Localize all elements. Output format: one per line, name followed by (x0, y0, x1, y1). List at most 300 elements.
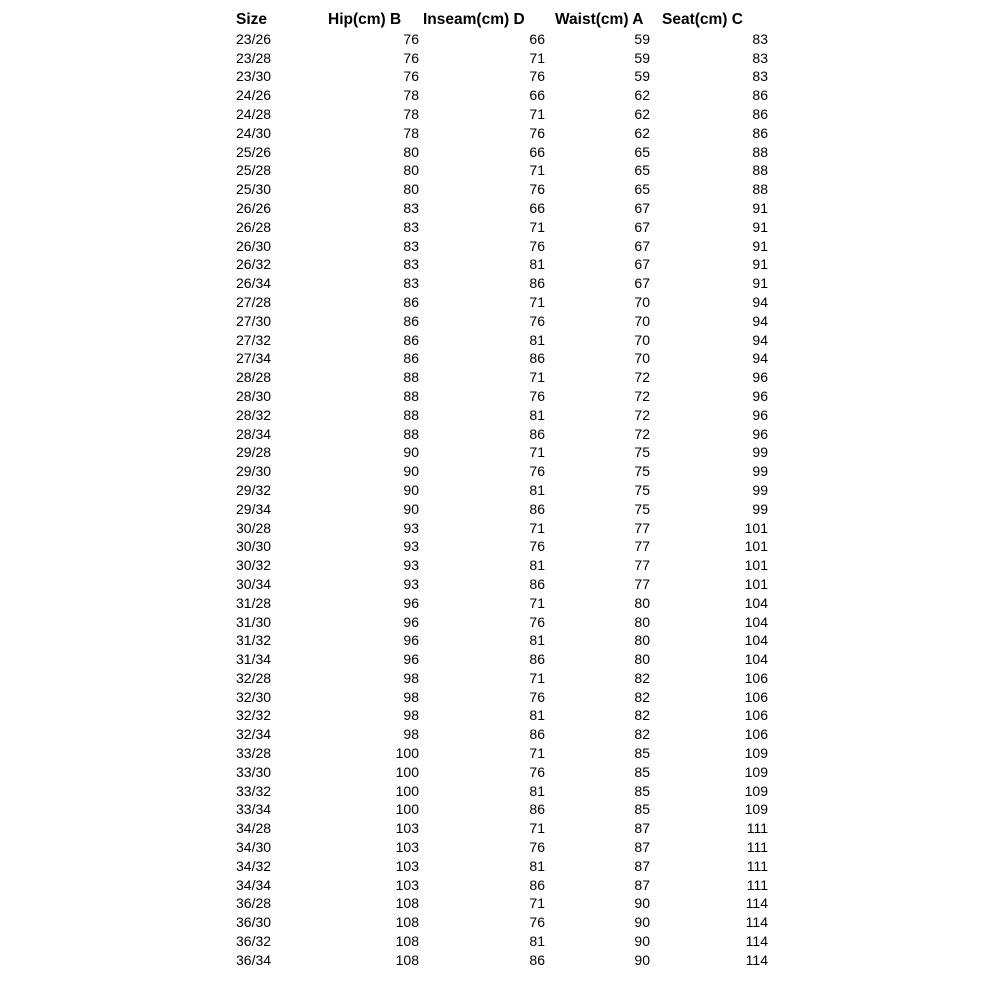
cell-size: 30/28 (236, 519, 272, 536)
cell-seat: 104 (744, 632, 768, 649)
cell-size: 24/26 (236, 87, 272, 104)
cell-seat: 86 (752, 105, 768, 122)
cell-waist: 90 (634, 895, 650, 912)
cell-hip: 88 (403, 406, 419, 423)
cell-inseam: 76 (529, 463, 545, 480)
cell-waist: 90 (634, 933, 650, 950)
cell-hip: 83 (403, 199, 419, 216)
cell-size: 30/34 (236, 575, 272, 592)
cell-seat: 114 (745, 951, 768, 968)
cell-hip: 96 (403, 651, 419, 668)
table-row (236, 180, 768, 199)
cell-size: 25/28 (236, 162, 272, 179)
table-row (236, 706, 768, 725)
cell-seat: 111 (746, 820, 768, 837)
table-row (236, 725, 768, 744)
table-row (236, 782, 768, 801)
cell-hip: 98 (403, 707, 419, 724)
table-row (236, 481, 768, 500)
cell-size: 33/30 (236, 763, 272, 780)
cell-waist: 77 (634, 557, 650, 574)
cell-seat: 106 (744, 688, 768, 705)
cell-inseam: 71 (529, 820, 545, 837)
cell-inseam: 76 (529, 763, 545, 780)
cell-seat: 109 (744, 801, 768, 818)
cell-hip: 76 (403, 30, 419, 47)
table-row (236, 67, 768, 86)
cell-inseam: 86 (529, 876, 545, 893)
cell-size: 34/28 (236, 820, 272, 837)
cell-size: 36/34 (236, 951, 272, 968)
cell-waist: 67 (634, 199, 650, 216)
table-row (236, 669, 768, 688)
cell-waist: 90 (634, 951, 650, 968)
cell-hip: 78 (403, 87, 419, 104)
cell-seat: 111 (746, 876, 768, 893)
table-row (236, 932, 768, 951)
cell-size: 30/30 (236, 538, 272, 555)
cell-inseam: 86 (529, 651, 545, 668)
table-row (236, 86, 768, 105)
table-row (236, 575, 768, 594)
cell-seat: 94 (752, 350, 768, 367)
cell-size: 32/28 (236, 669, 272, 686)
cell-seat: 101 (744, 538, 768, 555)
cell-hip: 88 (403, 369, 419, 386)
cell-inseam: 76 (529, 839, 545, 856)
cell-size: 29/32 (236, 481, 272, 498)
cell-size: 36/30 (236, 914, 272, 931)
cell-waist: 80 (634, 594, 650, 611)
cell-waist: 82 (634, 688, 650, 705)
cell-seat: 99 (752, 444, 768, 461)
cell-size: 29/30 (236, 463, 272, 480)
table-row (236, 519, 768, 538)
cell-size: 31/32 (236, 632, 272, 649)
cell-inseam: 76 (529, 613, 545, 630)
cell-hip: 93 (403, 575, 419, 592)
cell-hip: 96 (403, 613, 419, 630)
cell-seat: 88 (752, 143, 768, 160)
cell-inseam: 76 (529, 68, 545, 85)
cell-inseam: 81 (529, 557, 545, 574)
cell-inseam: 81 (529, 707, 545, 724)
cell-size: 24/28 (236, 105, 272, 122)
cell-hip: 103 (395, 820, 419, 837)
cell-hip: 86 (403, 350, 419, 367)
cell-waist: 67 (634, 256, 650, 273)
cell-inseam: 71 (529, 895, 545, 912)
cell-hip: 88 (403, 425, 419, 442)
cell-seat: 96 (752, 369, 768, 386)
cell-seat: 106 (744, 707, 768, 724)
cell-waist: 87 (634, 857, 650, 874)
cell-hip: 80 (403, 143, 419, 160)
size-chart-table (236, 11, 768, 970)
cell-inseam: 76 (529, 181, 545, 198)
cell-waist: 75 (634, 500, 650, 517)
cell-inseam: 81 (529, 857, 545, 874)
cell-hip: 80 (403, 162, 419, 179)
cell-hip: 78 (403, 124, 419, 141)
col-header-size: Size (236, 11, 268, 28)
cell-size: 26/28 (236, 218, 272, 235)
table-row (236, 763, 768, 782)
col-header-seat: Seat(cm) C (662, 11, 743, 28)
cell-inseam: 71 (529, 105, 545, 122)
cell-hip: 98 (403, 669, 419, 686)
table-row (236, 500, 768, 519)
table-row (236, 105, 768, 124)
cell-size: 27/30 (236, 312, 272, 329)
cell-hip: 98 (403, 726, 419, 743)
cell-waist: 59 (634, 68, 650, 85)
table-row (236, 49, 768, 68)
cell-size: 28/32 (236, 406, 272, 423)
table-row (236, 688, 768, 707)
table-row (236, 237, 768, 256)
cell-waist: 59 (634, 49, 650, 66)
cell-waist: 67 (634, 218, 650, 235)
cell-inseam: 71 (529, 293, 545, 310)
cell-inseam: 66 (529, 143, 545, 160)
cell-size: 34/34 (236, 876, 272, 893)
size-chart (236, 11, 768, 970)
table-row (236, 894, 768, 913)
cell-waist: 80 (634, 613, 650, 630)
cell-waist: 70 (634, 350, 650, 367)
cell-size: 31/34 (236, 651, 272, 668)
table-row (236, 331, 768, 350)
cell-size: 31/30 (236, 613, 272, 630)
cell-waist: 75 (634, 463, 650, 480)
cell-seat: 104 (744, 651, 768, 668)
cell-inseam: 86 (529, 425, 545, 442)
cell-waist: 70 (634, 312, 650, 329)
cell-inseam: 86 (529, 951, 545, 968)
cell-inseam: 71 (529, 444, 545, 461)
cell-size: 34/30 (236, 839, 272, 856)
cell-hip: 90 (403, 481, 419, 498)
cell-size: 26/26 (236, 199, 272, 216)
cell-seat: 83 (752, 49, 768, 66)
cell-hip: 88 (403, 387, 419, 404)
cell-seat: 106 (744, 669, 768, 686)
cell-inseam: 76 (529, 124, 545, 141)
size-chart-body (236, 30, 768, 970)
cell-hip: 90 (403, 500, 419, 517)
cell-hip: 96 (403, 632, 419, 649)
cell-seat: 109 (744, 745, 768, 762)
table-row (236, 349, 768, 368)
cell-seat: 88 (752, 181, 768, 198)
table-row (236, 368, 768, 387)
table-row (236, 951, 768, 970)
cell-size: 33/28 (236, 745, 272, 762)
cell-inseam: 86 (529, 726, 545, 743)
cell-inseam: 76 (529, 312, 545, 329)
cell-hip: 90 (403, 463, 419, 480)
cell-inseam: 81 (529, 256, 545, 273)
cell-size: 26/34 (236, 275, 272, 292)
cell-size: 30/32 (236, 557, 272, 574)
cell-hip: 80 (403, 181, 419, 198)
cell-size: 32/30 (236, 688, 272, 705)
table-row (236, 537, 768, 556)
cell-inseam: 86 (529, 275, 545, 292)
cell-inseam: 71 (529, 519, 545, 536)
col-header-hip: Hip(cm) B (328, 11, 402, 28)
cell-inseam: 66 (529, 199, 545, 216)
cell-waist: 82 (634, 707, 650, 724)
table-row (236, 744, 768, 763)
cell-seat: 101 (744, 557, 768, 574)
cell-hip: 103 (395, 876, 419, 893)
cell-seat: 94 (752, 331, 768, 348)
cell-size: 28/34 (236, 425, 272, 442)
table-row (236, 913, 768, 932)
cell-hip: 108 (395, 895, 419, 912)
cell-inseam: 71 (529, 49, 545, 66)
cell-hip: 86 (403, 312, 419, 329)
cell-inseam: 76 (529, 688, 545, 705)
table-row (236, 425, 768, 444)
cell-waist: 87 (634, 876, 650, 893)
cell-seat: 109 (744, 763, 768, 780)
table-row (236, 857, 768, 876)
cell-size: 28/28 (236, 369, 272, 386)
table-row (236, 274, 768, 293)
cell-seat: 111 (746, 857, 768, 874)
cell-seat: 111 (746, 839, 768, 856)
cell-inseam: 66 (529, 30, 545, 47)
cell-waist: 82 (634, 726, 650, 743)
cell-size: 31/28 (236, 594, 272, 611)
cell-waist: 59 (634, 30, 650, 47)
cell-size: 25/26 (236, 143, 272, 160)
cell-waist: 85 (634, 782, 650, 799)
cell-inseam: 76 (529, 914, 545, 931)
cell-waist: 87 (634, 820, 650, 837)
cell-waist: 65 (634, 143, 650, 160)
cell-size: 29/34 (236, 500, 272, 517)
cell-waist: 77 (634, 575, 650, 592)
cell-hip: 93 (403, 557, 419, 574)
cell-waist: 85 (634, 745, 650, 762)
cell-hip: 108 (395, 914, 419, 931)
cell-seat: 91 (752, 256, 768, 273)
cell-seat: 83 (752, 30, 768, 47)
table-row (236, 594, 768, 613)
cell-inseam: 76 (529, 387, 545, 404)
cell-inseam: 71 (529, 745, 545, 762)
cell-waist: 65 (634, 162, 650, 179)
table-row (236, 462, 768, 481)
cell-hip: 100 (395, 782, 419, 799)
cell-waist: 70 (634, 293, 650, 310)
cell-seat: 86 (752, 124, 768, 141)
cell-waist: 85 (634, 763, 650, 780)
cell-hip: 100 (395, 763, 419, 780)
table-row (236, 443, 768, 462)
cell-waist: 70 (634, 331, 650, 348)
cell-inseam: 81 (529, 782, 545, 799)
cell-inseam: 71 (529, 669, 545, 686)
cell-waist: 72 (634, 369, 650, 386)
cell-hip: 93 (403, 519, 419, 536)
cell-seat: 96 (752, 406, 768, 423)
cell-hip: 96 (403, 594, 419, 611)
cell-hip: 108 (395, 933, 419, 950)
cell-inseam: 86 (529, 801, 545, 818)
cell-inseam: 81 (529, 406, 545, 423)
cell-waist: 75 (634, 481, 650, 498)
cell-seat: 86 (752, 87, 768, 104)
cell-waist: 67 (634, 275, 650, 292)
cell-seat: 94 (752, 293, 768, 310)
cell-waist: 82 (634, 669, 650, 686)
cell-waist: 65 (634, 181, 650, 198)
cell-inseam: 86 (529, 500, 545, 517)
cell-seat: 94 (752, 312, 768, 329)
cell-waist: 77 (634, 519, 650, 536)
cell-seat: 101 (744, 519, 768, 536)
cell-size: 23/26 (236, 30, 272, 47)
cell-size: 26/30 (236, 237, 272, 254)
table-row (236, 650, 768, 669)
cell-seat: 96 (752, 387, 768, 404)
cell-inseam: 81 (529, 331, 545, 348)
cell-inseam: 71 (529, 218, 545, 235)
cell-hip: 86 (403, 293, 419, 310)
cell-inseam: 86 (529, 350, 545, 367)
cell-waist: 80 (634, 651, 650, 668)
cell-inseam: 76 (529, 237, 545, 254)
table-row (236, 800, 768, 819)
cell-size: 23/30 (236, 68, 272, 85)
cell-size: 27/28 (236, 293, 272, 310)
cell-seat: 91 (752, 237, 768, 254)
table-row (236, 387, 768, 406)
cell-size: 36/32 (236, 933, 272, 950)
cell-size: 25/30 (236, 181, 272, 198)
cell-seat: 91 (752, 275, 768, 292)
cell-waist: 85 (634, 801, 650, 818)
cell-hip: 90 (403, 444, 419, 461)
cell-waist: 62 (634, 105, 650, 122)
cell-size: 23/28 (236, 49, 272, 66)
cell-hip: 83 (403, 275, 419, 292)
table-row (236, 218, 768, 237)
cell-size: 27/34 (236, 350, 272, 367)
cell-hip: 93 (403, 538, 419, 555)
cell-seat: 109 (744, 782, 768, 799)
cell-seat: 114 (745, 895, 768, 912)
cell-seat: 91 (752, 199, 768, 216)
cell-hip: 83 (403, 218, 419, 235)
table-row (236, 293, 768, 312)
table-row (236, 124, 768, 143)
table-row (236, 312, 768, 331)
cell-hip: 76 (403, 68, 419, 85)
cell-size: 24/30 (236, 124, 272, 141)
cell-hip: 78 (403, 105, 419, 122)
cell-size: 26/32 (236, 256, 272, 273)
cell-hip: 103 (395, 839, 419, 856)
cell-seat: 114 (745, 933, 768, 950)
cell-seat: 106 (744, 726, 768, 743)
cell-size: 34/32 (236, 857, 272, 874)
table-row (236, 143, 768, 162)
cell-inseam: 81 (529, 632, 545, 649)
cell-seat: 96 (752, 425, 768, 442)
cell-seat: 91 (752, 218, 768, 235)
table-row (236, 199, 768, 218)
col-header-inseam: Inseam(cm) D (423, 11, 525, 28)
cell-seat: 88 (752, 162, 768, 179)
cell-size: 32/32 (236, 707, 272, 724)
cell-hip: 76 (403, 49, 419, 66)
cell-waist: 72 (634, 425, 650, 442)
cell-size: 28/30 (236, 387, 272, 404)
cell-waist: 62 (634, 87, 650, 104)
table-row (236, 631, 768, 650)
cell-size: 36/28 (236, 895, 272, 912)
header-row (236, 11, 768, 30)
cell-hip: 83 (403, 237, 419, 254)
cell-hip: 86 (403, 331, 419, 348)
cell-hip: 103 (395, 857, 419, 874)
table-row (236, 819, 768, 838)
table-row (236, 30, 768, 49)
cell-hip: 98 (403, 688, 419, 705)
cell-size: 27/32 (236, 331, 272, 348)
cell-inseam: 86 (529, 575, 545, 592)
cell-inseam: 81 (529, 933, 545, 950)
cell-seat: 104 (744, 594, 768, 611)
cell-seat: 83 (752, 68, 768, 85)
table-row (236, 838, 768, 857)
cell-waist: 77 (634, 538, 650, 555)
cell-inseam: 71 (529, 162, 545, 179)
table-row (236, 255, 768, 274)
cell-hip: 100 (395, 801, 419, 818)
cell-seat: 104 (744, 613, 768, 630)
cell-inseam: 76 (529, 538, 545, 555)
cell-seat: 99 (752, 500, 768, 517)
cell-waist: 80 (634, 632, 650, 649)
cell-seat: 99 (752, 481, 768, 498)
cell-waist: 90 (634, 914, 650, 931)
cell-waist: 67 (634, 237, 650, 254)
cell-inseam: 71 (529, 594, 545, 611)
cell-waist: 72 (634, 406, 650, 423)
cell-inseam: 66 (529, 87, 545, 104)
cell-hip: 100 (395, 745, 419, 762)
cell-hip: 108 (395, 951, 419, 968)
cell-waist: 62 (634, 124, 650, 141)
cell-size: 32/34 (236, 726, 272, 743)
cell-inseam: 81 (529, 481, 545, 498)
cell-hip: 83 (403, 256, 419, 273)
table-row (236, 161, 768, 180)
table-row (236, 613, 768, 632)
col-header-waist: Waist(cm) A (555, 11, 644, 28)
cell-size: 29/28 (236, 444, 272, 461)
cell-seat: 101 (744, 575, 768, 592)
cell-waist: 72 (634, 387, 650, 404)
cell-seat: 114 (745, 914, 768, 931)
